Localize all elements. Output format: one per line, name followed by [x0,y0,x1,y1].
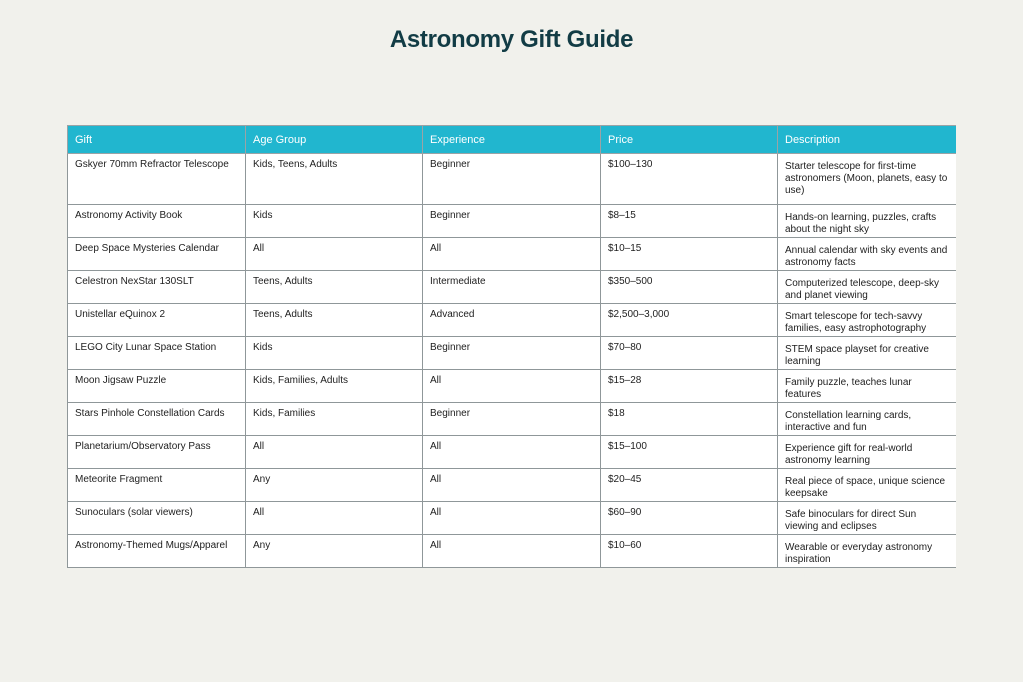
cell-experience: Beginner [423,205,601,238]
cell-gift: Stars Pinhole Constellation Cards [68,403,246,436]
cell-experience: All [423,469,601,502]
cell-price: $2,500–3,000 [601,304,778,337]
cell-gift: Unistellar eQuinox 2 [68,304,246,337]
cell-price: $20–45 [601,469,778,502]
cell-age-group: All [246,238,423,271]
cell-experience: Beginner [423,403,601,436]
cell-age-group: Kids, Teens, Adults [246,154,423,205]
cell-experience: Intermediate [423,271,601,304]
cell-age-group: Any [246,535,423,568]
cell-price: $10–15 [601,238,778,271]
cell-age-group: Kids [246,337,423,370]
cell-description: Starter telescope for first-time astronomers (Moon, planets, easy to use) [778,154,957,205]
cell-experience: Beginner [423,337,601,370]
cell-description: Smart telescope for tech-savvy families, easy astrophotography [778,304,957,337]
cell-gift: Gskyer 70mm Refractor Telescope [68,154,246,205]
gift-table [67,125,956,568]
cell-description: STEM space playset for creative learning [778,337,957,370]
table-row [68,238,957,271]
cell-price: $60–90 [601,502,778,535]
cell-price: $8–15 [601,205,778,238]
table-row [68,304,957,337]
table-row [68,205,957,238]
cell-price: $18 [601,403,778,436]
cell-age-group: Kids, Families, Adults [246,370,423,403]
cell-gift: Celestron NexStar 130SLT [68,271,246,304]
cell-experience: All [423,370,601,403]
table-row [68,436,957,469]
cell-price: $100–130 [601,154,778,205]
cell-price: $350–500 [601,271,778,304]
cell-age-group: Any [246,469,423,502]
cell-gift: Astronomy Activity Book [68,205,246,238]
column-header-description: Description [778,126,957,154]
cell-description: Safe binoculars for direct Sun viewing and eclipses [778,502,957,535]
cell-description: Computerized telescope, deep-sky and planet viewing [778,271,957,304]
table-row [68,370,957,403]
column-header-gift: Gift [68,126,246,154]
cell-experience: All [423,502,601,535]
cell-price: $70–80 [601,337,778,370]
cell-experience: All [423,238,601,271]
cell-age-group: Teens, Adults [246,304,423,337]
cell-description: Hands-on learning, puzzles, crafts about the night sky [778,205,957,238]
column-header-experience: Experience [423,126,601,154]
gift-table-container [67,125,956,613]
table-header-row [68,126,957,154]
cell-description: Real piece of space, unique science keepsake [778,469,957,502]
cell-gift: Astronomy-Themed Mugs/Apparel [68,535,246,568]
table-row [68,502,957,535]
cell-description: Wearable or everyday astronomy inspiration [778,535,957,568]
table-row [68,535,957,568]
cell-gift: Meteorite Fragment [68,469,246,502]
cell-age-group: All [246,436,423,469]
cell-experience: All [423,535,601,568]
cell-age-group: All [246,502,423,535]
cell-experience: Advanced [423,304,601,337]
cell-gift: Deep Space Mysteries Calendar [68,238,246,271]
cell-description: Experience gift for real-world astronomy learning [778,436,957,469]
column-header-price: Price [601,126,778,154]
table-row [68,154,957,205]
table-row [68,271,957,304]
cell-age-group: Kids [246,205,423,238]
cell-gift: Sunoculars (solar viewers) [68,502,246,535]
table-row [68,469,957,502]
cell-price: $15–28 [601,370,778,403]
cell-experience: All [423,436,601,469]
cell-price: $15–100 [601,436,778,469]
cell-description: Constellation learning cards, interactive and fun [778,403,957,436]
cell-gift: Moon Jigsaw Puzzle [68,370,246,403]
cell-age-group: Teens, Adults [246,271,423,304]
cell-gift: LEGO City Lunar Space Station [68,337,246,370]
cell-gift: Planetarium/Observatory Pass [68,436,246,469]
cell-age-group: Kids, Families [246,403,423,436]
cell-experience: Beginner [423,154,601,205]
table-row [68,337,957,370]
page-title: Astronomy Gift Guide [389,26,634,53]
table-row [68,403,957,436]
cell-description: Annual calendar with sky events and astronomy facts [778,238,957,271]
cell-description: Family puzzle, teaches lunar features [778,370,957,403]
cell-price: $10–60 [601,535,778,568]
column-header-age-group: Age Group [246,126,423,154]
